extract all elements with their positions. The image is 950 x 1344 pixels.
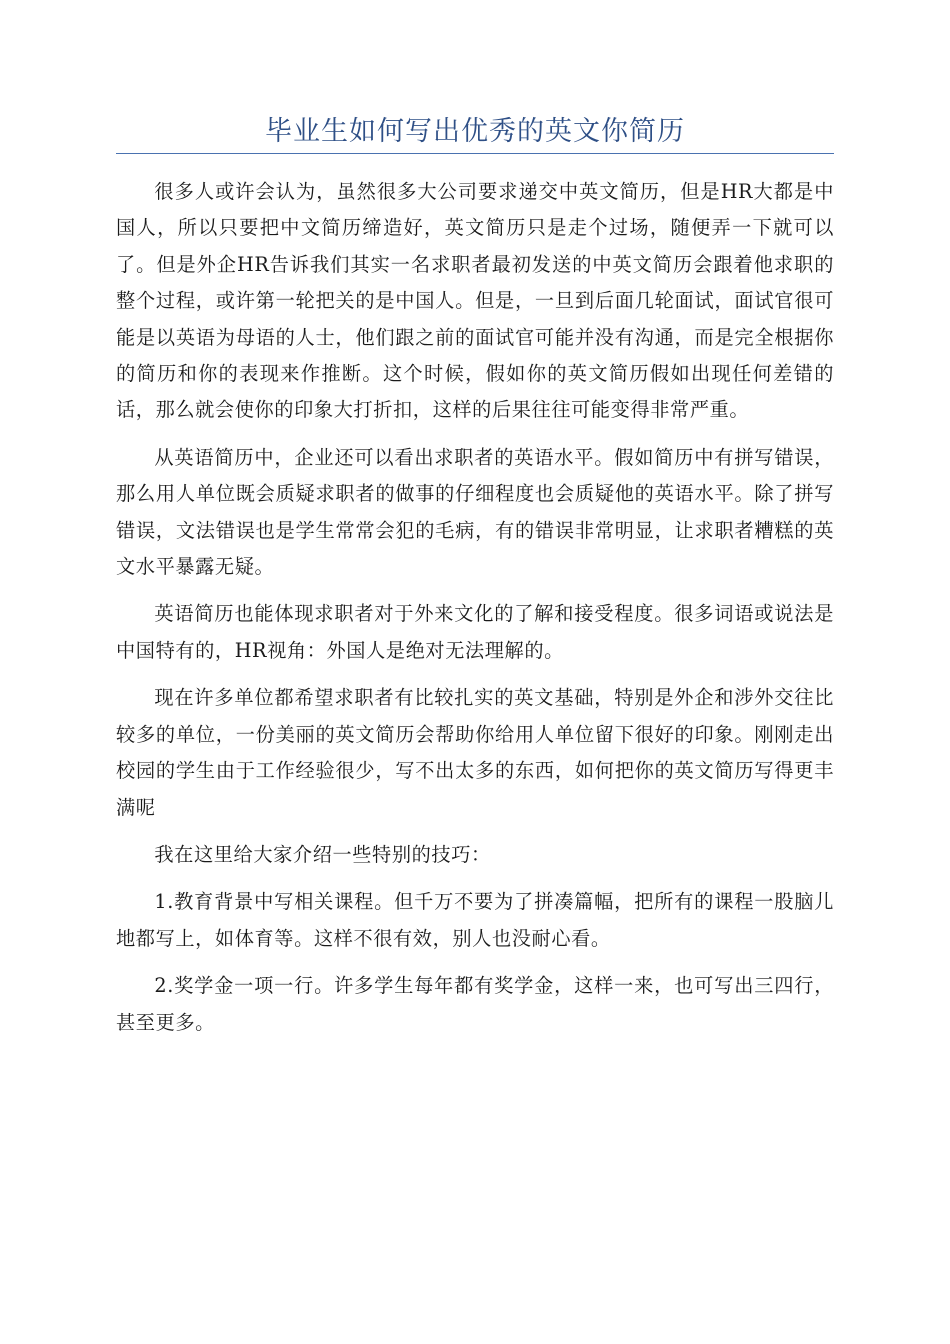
paragraph-5: 我在这里给大家介绍一些特别的技巧： [154,842,491,866]
paragraph-3: 英语简历也能体现求职者对于外来文化的了解和接受程度。很多词语或说法是中国特有的，HR视角：外国人是绝对无法理解的。 [116,602,834,662]
document-title: 毕业生如何写出优秀的英文你简历 [265,116,685,147]
paragraph-7: 2.奖学金一项一行。许多学生每年都有奖学金，这样一来，也可写出三四行，甚至更多。 [116,974,834,1034]
paragraph-1: 很多人或许会认为，虽然很多大公司要求递交中英文简历，但是HR大都是中国人，所以只要把中文简历缔造好，英文简历只是走个过场，随便弄一下就可以了。但是外企HR告诉我们其实一名求职者最初发送的中英文简历会跟着他求职的整个过程，或许第一轮把关的是中国人。但是，一旦到后面几轮面试，面试官很可能是以英语为母语的人士，他们跟之前的面试官可能并没有沟通，而是完全根据你的简历和你的表现来作推断。这个时候，假如你的英文简历假如出现任何差错的话，那么就会使你的印象大打折扣，这样的后果往往可能变得非常严重。 [116,180,834,422]
paragraph-2: 从英语简历中，企业还可以看出求职者的英语水平。假如简历中有拼写错误，那么用人单位既会质疑求职者的做事的仔细程度也会质疑他的英语水平。除了拼写错误，文法错误也是学生常常会犯的毛病，有的错误非常明显，让求职者糟糕的英文水平暴露无疑。 [116,445,834,579]
document-body [116,174,834,1052]
paragraph-6: 1.教育背景中写相关课程。但千万不要为了拼凑篇幅，把所有的课程一股脑儿地都写上，如体育等。这样不很有效，别人也没耐心看。 [116,890,834,950]
paragraph-4: 现在许多单位都希望求职者有比较扎实的英文基础，特别是外企和涉外交往比较多的单位，一份美丽的英文简历会帮助你给用人单位留下很好的印象。刚刚走出校园的学生由于工作经验很少，写不出太多的东西，如何把你的英文简历写得更丰满呢 [116,686,834,819]
title-underline [116,153,834,154]
